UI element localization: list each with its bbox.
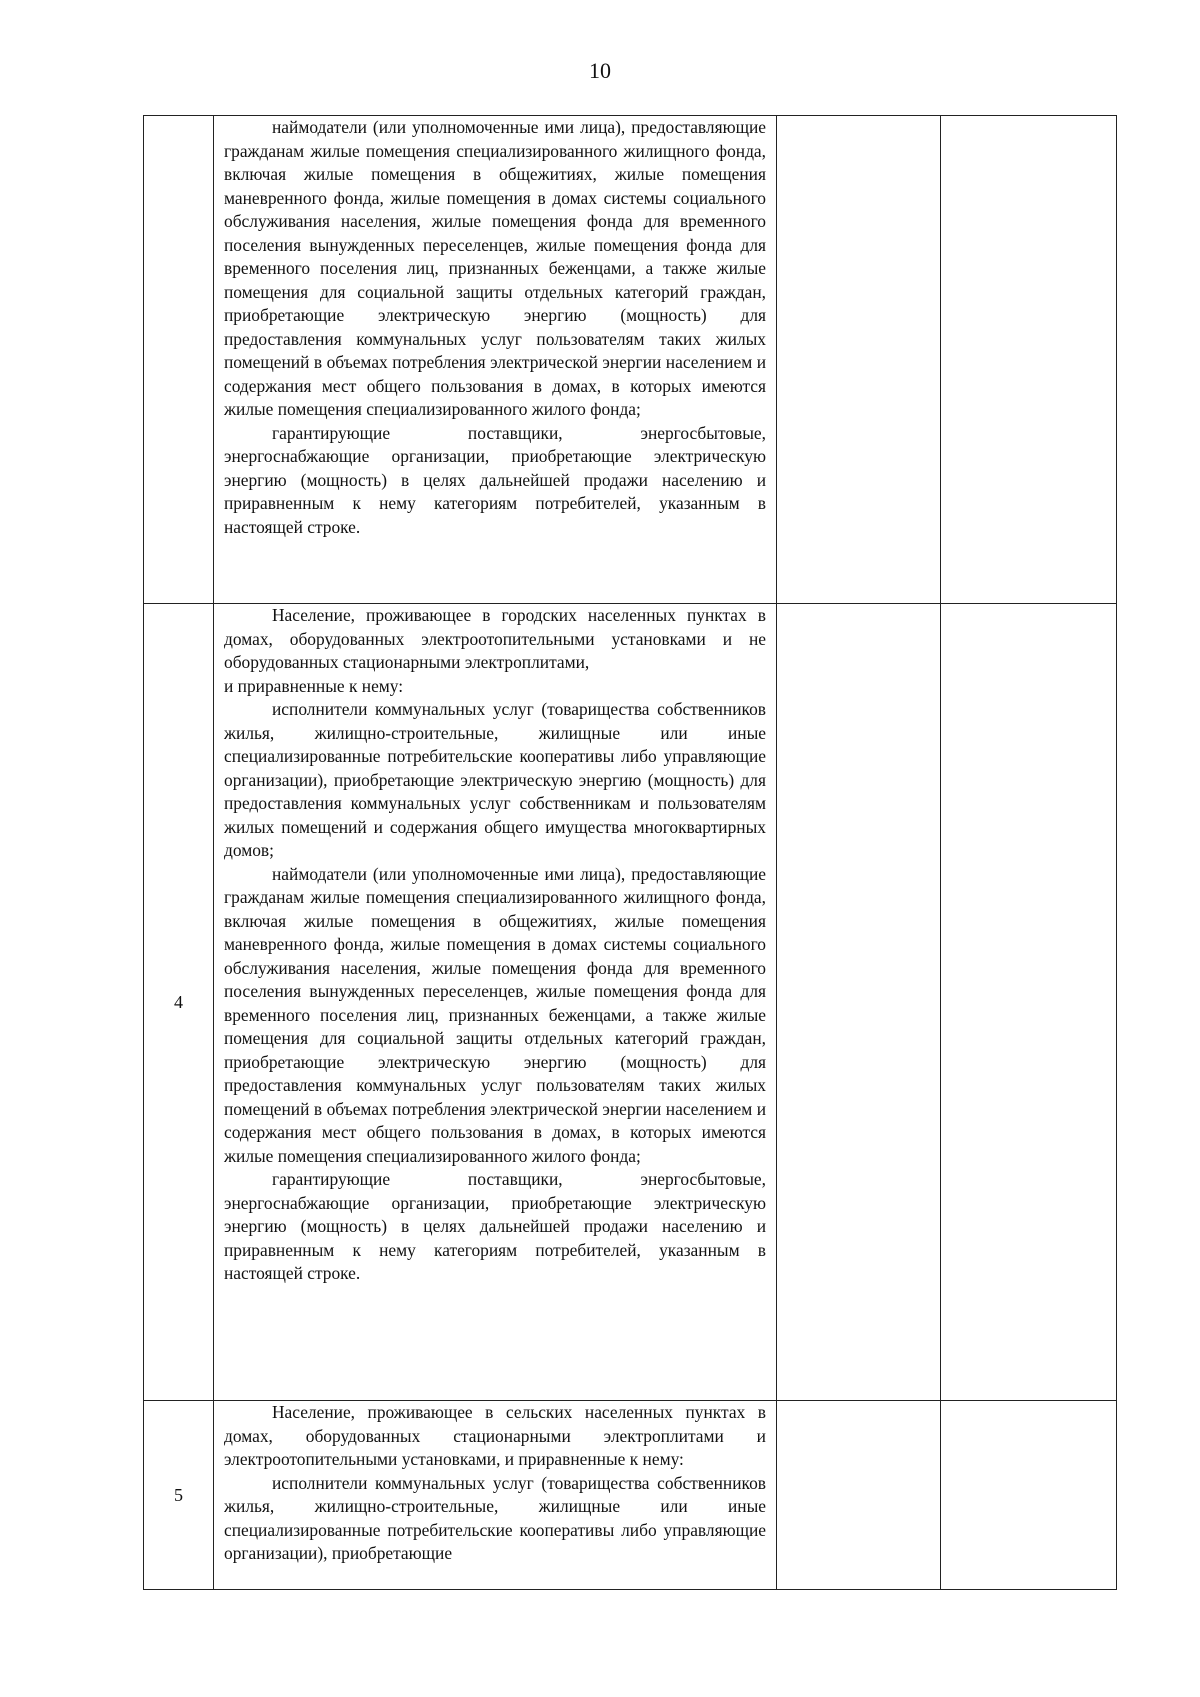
paragraph: Население, проживающее в городских населенных пунктах в домах, оборудованных электроотопительными установками и не оборудованных стационарными электроплитами,: [224, 605, 766, 672]
table-row: [144, 604, 1117, 1401]
row-description-cell: [214, 604, 777, 1401]
paragraph: и приравненные к нему:: [224, 675, 404, 696]
empty-cell: [941, 116, 1117, 604]
paragraph: гарантирующие поставщики, энергосбытовые, энергоснабжающие организации, приобретающие электрическую энергию (мощность) в целях дальнейшей продажи населению и приравненным к нему категориям потребителей, указанным в настоящей строке.: [224, 422, 766, 537]
paragraph: исполнители коммунальных услуг (товарищества собственников жилья, жилищно-строительные, жилищные или иные специализированные потребительские кооперативы либо управляющие организации), приобретающие: [224, 1472, 766, 1563]
empty-cell: [777, 604, 941, 1401]
row-number-cell: [144, 116, 214, 604]
paragraph: гарантирующие поставщики, энергосбытовые, энергоснабжающие организации, приобретающие электрическую энергию (мощность) в целях дальнейшей продажи населению и приравненным к нему категориям потребителей, указанным в настоящей строке.: [224, 1169, 766, 1283]
page-number: 10: [589, 58, 611, 83]
empty-cell: [941, 1401, 1117, 1590]
paragraph: наймодатели (или уполномоченные ими лица), предоставляющие гражданам жилые помещения специализированного жилищного фонда, включая жилые помещения в общежитиях, жилые помещения маневренного фонда, жилые помещения в домах системы социального обслуживания населения, жилые помещения фонда для временного поселения вынужденных переселенцев, жилые помещения фонда для временного поселения лиц, признанных беженцами, а также жилые помещения для социальной защиты отдельных категорий граждан, приобретающие электрическую энергию (мощность) для предоставления коммунальных услуг пользователям таких жилых помещений в объемах потребления электрической энергии населением и содержания мест общего пользования в домах, в которых имеются жилые помещения специализированного жилого фонда;: [224, 117, 766, 419]
row-description-cell: [214, 116, 777, 604]
row-number-cell: 5: [144, 1401, 214, 1590]
paragraph: исполнители коммунальных услуг (товарищества собственников жилья, жилищно-строительные, жилищные или иные специализированные потребительские кооперативы либо управляющие организации), приобретающие электрическую энергию (мощность) для предоставления коммунальных услуг собственникам и пользователям жилых помещений и содержания общего имущества многоквартирных домов;: [224, 699, 766, 860]
empty-cell: [777, 116, 941, 604]
table-row: [144, 116, 1117, 604]
empty-cell: [777, 1401, 941, 1590]
paragraph: Население, проживающее в сельских населенных пунктах в домах, оборудованных стационарными электроплитами и электроотопительными установками, и приравненные к нему:: [224, 1402, 766, 1469]
table-row: [144, 1401, 1117, 1590]
tariff-table: [143, 115, 1117, 1590]
row-description-cell: [214, 1401, 777, 1590]
paragraph: наймодатели (или уполномоченные ими лица), предоставляющие гражданам жилые помещения специализированного жилищного фонда, включая жилые помещения в общежитиях, жилые помещения маневренного фонда, жилые помещения в домах системы социального обслуживания населения, жилые помещения фонда для временного поселения вынужденных переселенцев, жилые помещения фонда для временного поселения лиц, признанных беженцами, а также жилые помещения для социальной защиты отдельных категорий граждан, приобретающие электрическую энергию (мощность) для предоставления коммунальных услуг пользователям таких жилых помещений в объемах потребления электрической энергии населением и содержания мест общего пользования в домах, в которых имеются жилые помещения специализированного жилого фонда;: [224, 863, 766, 1166]
row-number-cell: 4: [144, 604, 214, 1401]
empty-cell: [941, 604, 1117, 1401]
